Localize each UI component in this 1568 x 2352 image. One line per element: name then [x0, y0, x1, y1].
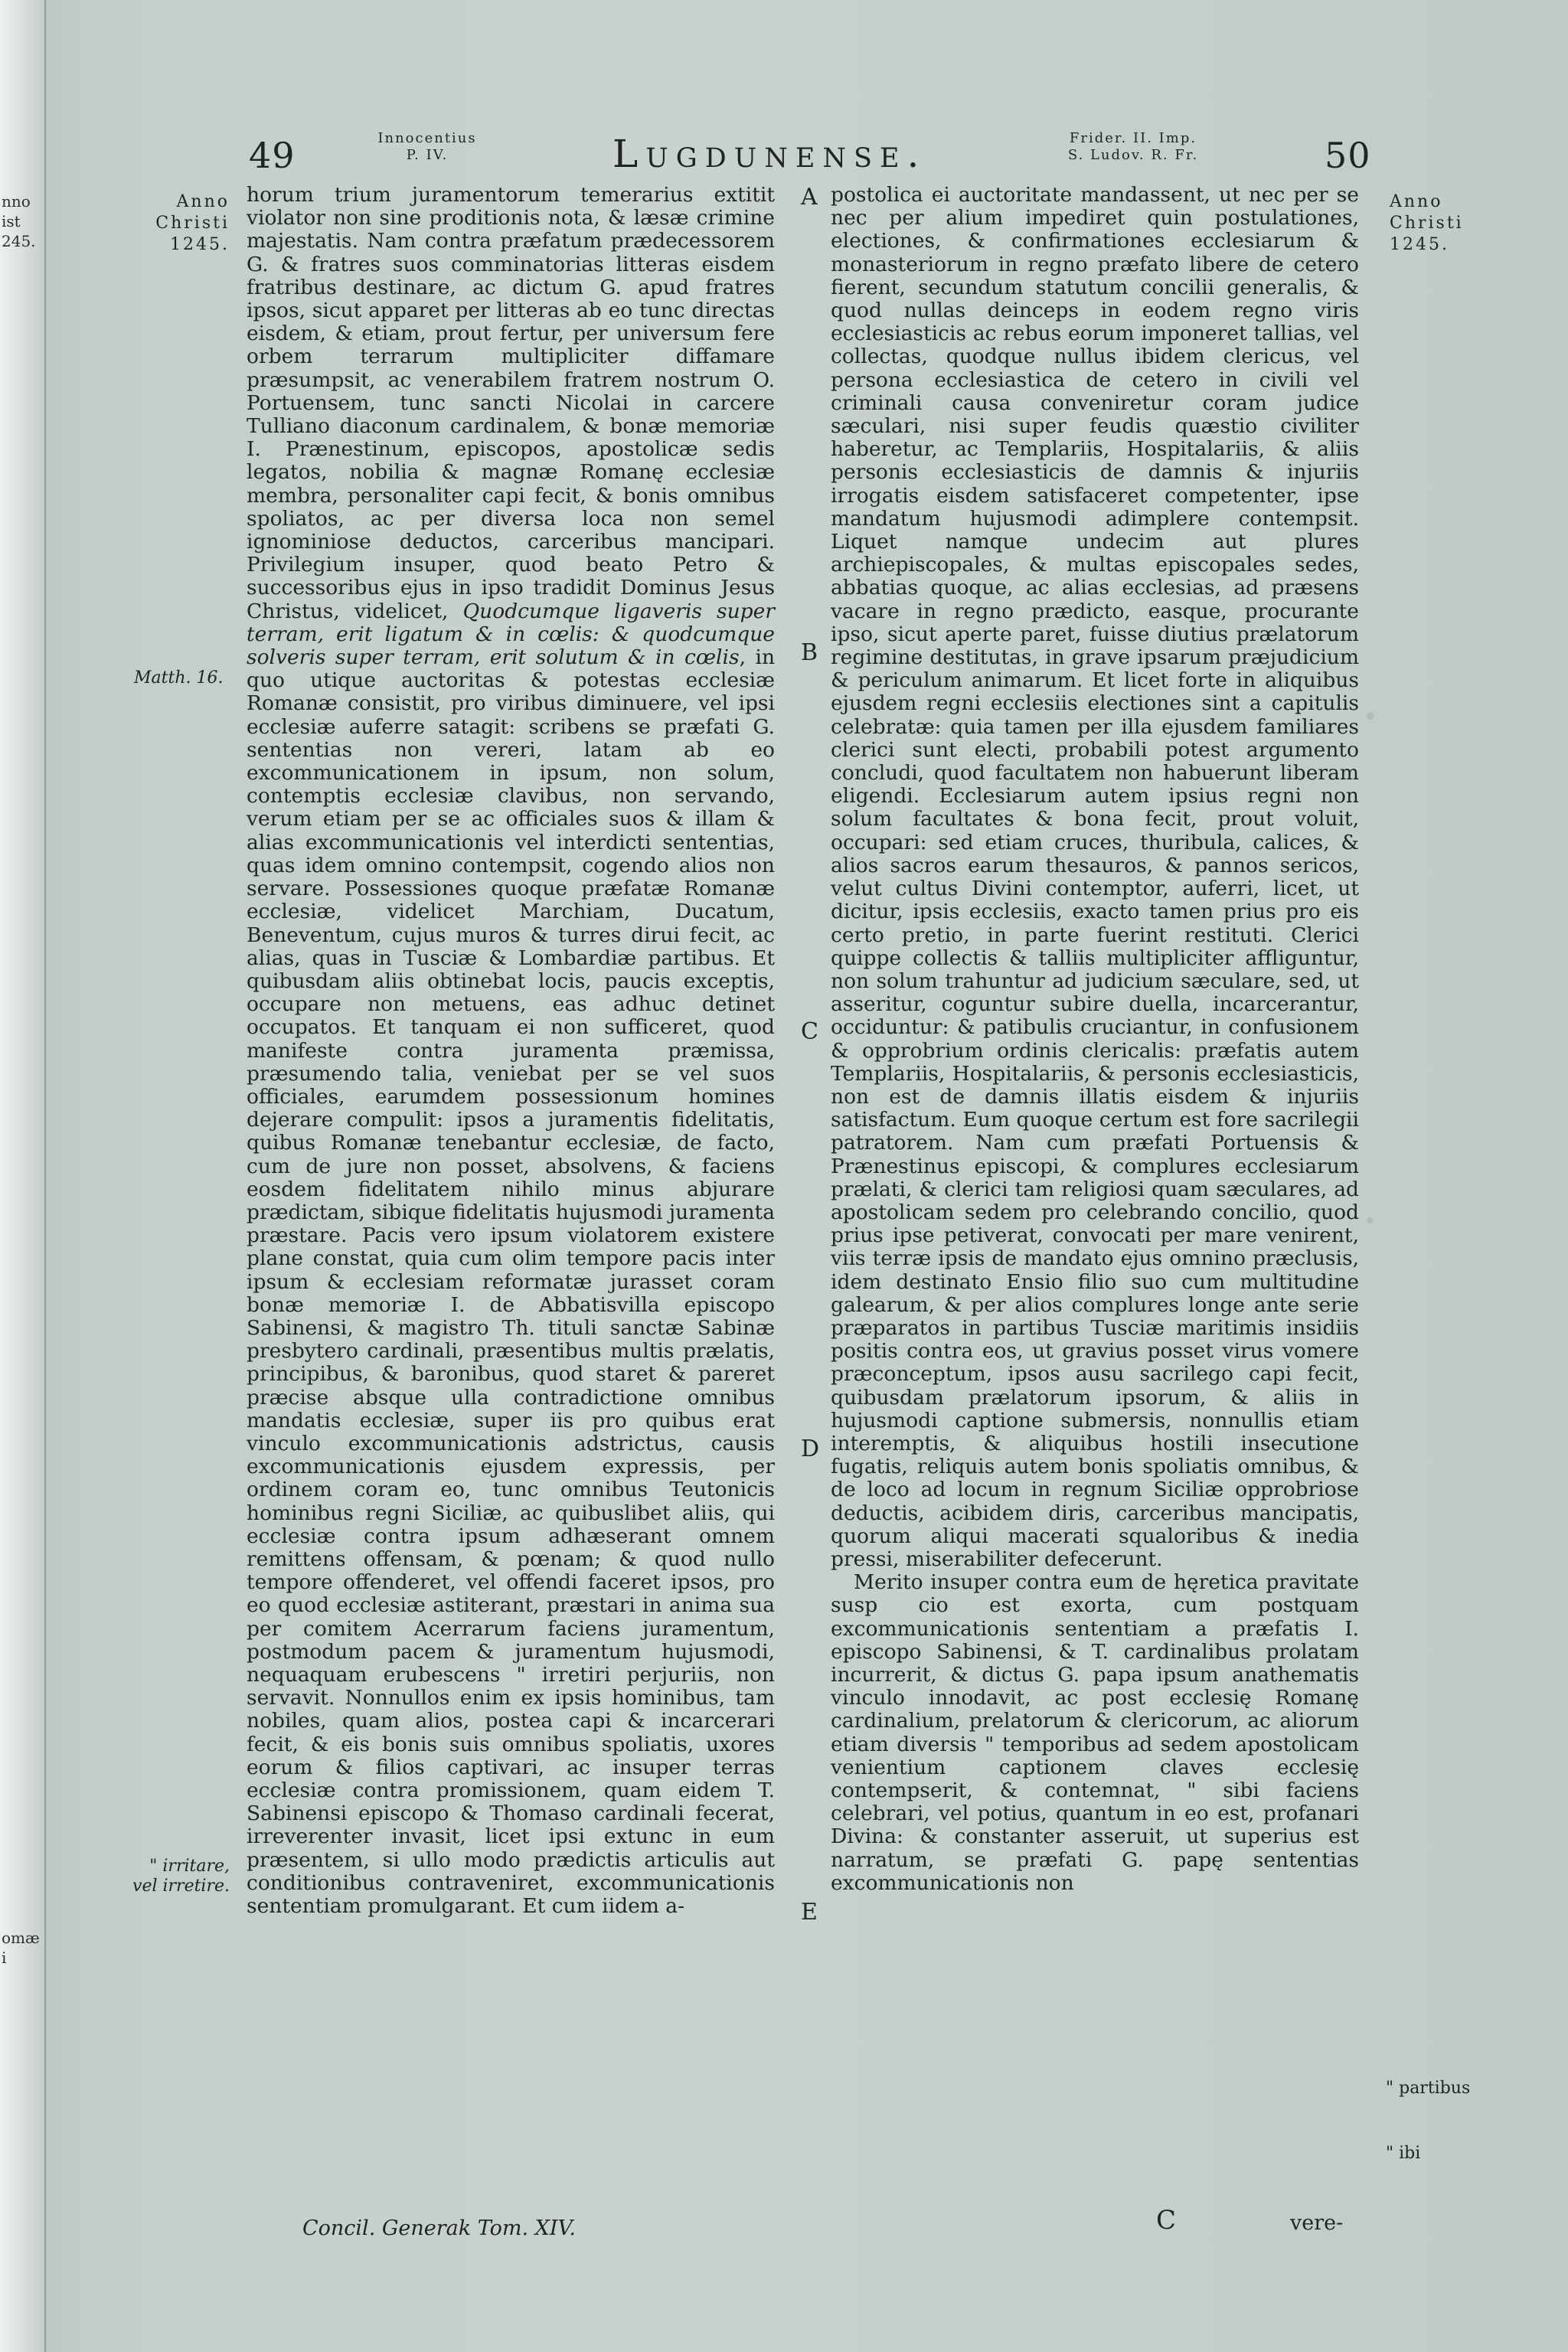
signature-line [302, 2216, 576, 2240]
edge-line: ist [2, 212, 21, 230]
margin-note-partibus: " partibus [1386, 2079, 1471, 2098]
right-column-paragraph: postolica ei auctoritate mandassent, ut nec per se nec per alium impediret quin postulationes, electiones, & confirmationes ecclesiarum & monasteriorum in regno præfato libere de cetero fierent, secundum statutum concilii generalis, & quod nullas deinceps in eodem regno viris ecclesiasticis ac rebus eorum imponeret tallias, vel collectas, quodque nullus ibidem clericus, vel persona ecclesiastica de cetero in civili vel criminali causa conveniretur coram judice sæculari, nisi super feudis quæstio civiliter haberetur, ac Templariis, Hospitalariis, & aliis personis ecclesiasticis de damnis & injuriis irrogatis eisdem satisfaceret competenter, ipse mandatum hujusmodi adimplere contempsit. Liquet namque undecim aut plures archiepiscopales, & multas episcopales sedes, abbatias quoque, ac alias ecclesias, ad præsens vacare in regno prædicto, easque, procurante ipso, sicut aperte paret, fuisse diutius prælatorum regimine destitutas, in grave ipsarum præjudicium & periculum animarum. Et licet forte in aliquibus ejusdem regni ecclesiis electiones sint a capitulis celebratæ: quia tamen per illa ejusdem familiares clerici sunt electi, probabili potest argumento concludi, quod facultatem non habuerunt liberam eligendi. Ecclesiarum autem ipsius regni non solum facultates & bona fecit, prout voluit, occupari: sed etiam cruces, thuribula, calices, & alios sacros earum thesauros, & pannos sericos, velut cultus Divini contemptor, auferri, licet, ut dicitur, ipsis ecclesiis, exacto tamen prius pro eis certo pretio, in parte fuerint restituti. Clerici quippe collectis & talliis multipliciter affliguntur, non solum trahuntur ad judicium sæculare, sed, ut asseritur, coguntur subire duella, incarcerantur, occiduntur: & patibulis cruciantur, in confusionem & opprobrium ordinis clericalis: præfatis autem Templariis, Hospitalariis, & personis ecclesiasticis, non est de damnis illatis eisdem & injuriis satisfactum. Eum quoque certum est fore sacrilegii patratorem. Nam cum præfati Portuensis & Prænestinus episcopi, & complures ecclesiarum prælati, & clerici tam religiosi quam sæculares, ad apostolicam sedem pro celebrando concilio, quod prius ipse petiverat, convocati per mare venirent, viis terræ ipsis de mandato ejus omnino præclusis, idem destinato Ensio filio suo cum multitudine galearum, & per alios complures longe ante serie præparatos in partibus Tusciæ maritimis insidiis positis contra eos, ut gravius posset virus vomere præconceptum, ipsos ausu sacrilego capi fecit, quibusdam prælatorum ipsorum, & aliis in hujusmodi captione submersis, nonnullis etiam interemptis, & aliquibus hostili insecutione fugatis, reliquis autem bonis spoliatis omnibus, & de loco ad locum in regnum Siciliæ opprobriose deductis, acibidem diris, carceribus mancipatis, quorum aliqui macerati squaloribus & inedia pressi, miserabiliter defecerunt. [831, 183, 1359, 1571]
section-letter-c: C [801, 1018, 818, 1045]
page-number-right: 50 [1325, 135, 1371, 176]
scripture-quote: Quodcumque ligaveris super terram, erit ligatum & in cœlis: & quodcumque solveris super terram, erit solutum & in cœlis [247, 599, 775, 670]
facing-page-fragment [2, 1928, 40, 1968]
margin-note-irritare [115, 1857, 230, 1896]
anno-word: Christi [1390, 214, 1464, 233]
edge-line: omæ [2, 1929, 40, 1947]
running-title: Lugdunense. [612, 132, 927, 176]
section-letter-a: A [801, 184, 818, 211]
volume-signature: Concil. Generak Tom. XIV. [302, 2216, 576, 2240]
section-letter-d: D [801, 1436, 820, 1462]
page-header [0, 130, 1568, 191]
text-column-right [831, 184, 1359, 1895]
margin-note-matthew: Matth. 16. [134, 668, 224, 688]
header-line: Frider. II. Imp. [1069, 130, 1197, 146]
margin-anno-right [1390, 191, 1512, 256]
edge-line: nno [2, 192, 31, 211]
edge-line: 245. [2, 232, 36, 250]
edge-line: i [2, 1949, 7, 1967]
margin-line: vel irretire. [132, 1877, 230, 1896]
header-line: P. IV. [406, 147, 449, 163]
section-letter-e: E [801, 1899, 818, 1926]
facing-page-anno [2, 191, 36, 251]
catchword: vere- [1290, 2211, 1344, 2235]
header-rulers [1057, 130, 1210, 164]
margin-line: " irritare, [149, 1857, 230, 1876]
page-number-left: 49 [249, 135, 296, 176]
anno-word: Anno [1390, 192, 1443, 211]
text-column-left [247, 184, 775, 1918]
anno-word: Anno [176, 192, 230, 211]
anno-year: 1245. [1390, 235, 1449, 254]
left-column-text: horum trium juramentorum temerarius extitit violator non sine proditionis nota, & læsæ crimine majestatis. Nam contra præfatum prædecessorem G. & fratres suos comminatorias litteras eisdem fratribus destinare, ac dictum G. apud fratres ipsos, sicut apparet per litteras ab eo tunc directas eisdem, & etiam, prout fertur, per universum fere orbem terrarum multipliciter diffamare præsumpsit, ac venerabilem fratrem nostrum O. Portuensem, tunc sancti Nicolai in carcere Tulliano diaconum cardinalem, & bonæ memoriæ I. Prænestinum, episcopos, apostolicæ sedis legatos, nobilia & magnæ Romanę ecclesiæ membra, personaliter capi fecit, & bonis omnibus spoliatos, ac per diversa loca non semel ignominiose deductos, carceribus mancipari. Privilegium insuper, quod beato Petro & successoribus ejus in ipso tradidit Dominus Jesus Christus, videlicet, [247, 183, 775, 623]
foxing-spot [1367, 712, 1374, 720]
foxing-spot [1367, 1217, 1373, 1223]
header-line: S. Ludov. R. Fr. [1067, 147, 1199, 163]
header-line: Innocentius [377, 130, 477, 146]
margin-note-ibi: " ibi [1386, 2144, 1421, 2163]
signature-mark: C [1156, 2205, 1177, 2236]
facing-page-edge [0, 0, 46, 2352]
margin-anno-left [138, 191, 230, 256]
anno-word: Christi [155, 214, 230, 233]
section-letter-b: B [801, 639, 818, 666]
right-column-paragraph-2: Merito insuper contra eum de hęretica pravitate susp cio est exorta, cum postquam excommunicationis sententiam a præfatis I. episcopo Sabinensi, & T. cardinalibus prolatam incurrerit, & dictus G. papa ipsum anathematis vinculo innodavit, ac post ecclesię Romanę cardinalium, prelatorum & clericorum, ac aliorum etiam diversis " temporibus ad sedem apostolicam venientium captionem claves ecclesię contempserit, & contemnat, " sibi faciens celebrari, vel potius, quantum in eo est, profanari Divina: & constanter asseruit, ut superius est narratum, se præfati G. papę sententias excommunicationis non [831, 1570, 1359, 1895]
left-column-text-continued: , in quo utique auctoritas & potestas ecclesiæ Romanæ consistit, pro viribus diminuere, vel ipsi ecclesiæ auferre satagit: scribens se præfati G. sententias non vereri, latam ab eo excommunicationem in ipsum, non solum, contemptis ecclesiæ clavibus, non servando, verum etiam per se ac officiales suos & illam & alias excommunicationis vel interdicti sententias, quas idem omnino contempsit, cogendo alios non servare. Possessiones quoque præfatæ Romanæ ecclesiæ, videlicet Marchiam, Ducatum, Beneventum, cujus muros & turres dirui fecit, ac alias, quas in Tusciæ & Lombardiæ partibus. Et quibusdam aliis obtinebat locis, paucis exceptis, occupare non metuens, eas adhuc detinet occupatos. Et tanquam ei non sufficeret, quod manifeste contra juramenta præmissa, præsumendo talia, veniebat per se vel suos officiales, earumdem possessionum homines dejerare compulit: ipsos a juramentis fidelitatis, quibus Romanæ tenebantur ecclesiæ, de facto, cum de jure non posset, absolvens, & faciens eosdem fidelitatem nihilo minus abjurare prædictam, sibique fidelitatis hujusmodi juramenta præstare. Pacis vero ipsum violatorem existere plane constat, quia cum olim tempore pacis inter ipsum & ecclesiam reformatæ jurasset coram bonæ memoriæ I. de Abbatisvilla episcopo Sabinensi, & magistro Th. tituli sanctæ Sabinæ presbytero cardinali, præsentibus multis prælatis, principibus, & baronibus, quod staret & pareret præcise absque ulla contradictione omnibus mandatis ecclesiæ, super iis pro quibus erat vinculo excommunicationis adstrictus, causis excommunicationis ejusdem expressis, per ordinem coram eo, tunc omnibus Teutonicis hominibus regni Siciliæ, ac quibuslibet aliis, qui ecclesiæ contra ipsum adhæserant omnem remittens offensam, & pœnam; & quod nullo tempore offenderet, vel offendi faceret ipsos, pro eo quod ecclesiæ astiterant, præstari in anima sua per comitem Acerrarum faciens juramentum, postmodum pacem & juramentum hujusmodi, nequaquam erubescens " irretiri perjuriis, non servavit. Nonnullos enim ex ipsis hominibus, tam nobiles, quam alios, postea capi & incarcerari fecit, & eis bonis suis omnibus spoliatis, uxores eorum & filios captivari, ac insuper terras ecclesiæ contra promissionem, quam eidem T. Sabinensi episcopo & Thomaso cardinali fecerat, irreverenter invasit, licet ipsi extunc in eum præsentem, si ullo modo prædictis articulis aut conditionibus contraveniret, excommunicationis sententiam promulgarant. Et cum iidem a- [247, 645, 776, 1919]
anno-year: 1245. [170, 235, 230, 254]
header-pope [366, 130, 488, 164]
left-column-paragraph [247, 184, 775, 1918]
